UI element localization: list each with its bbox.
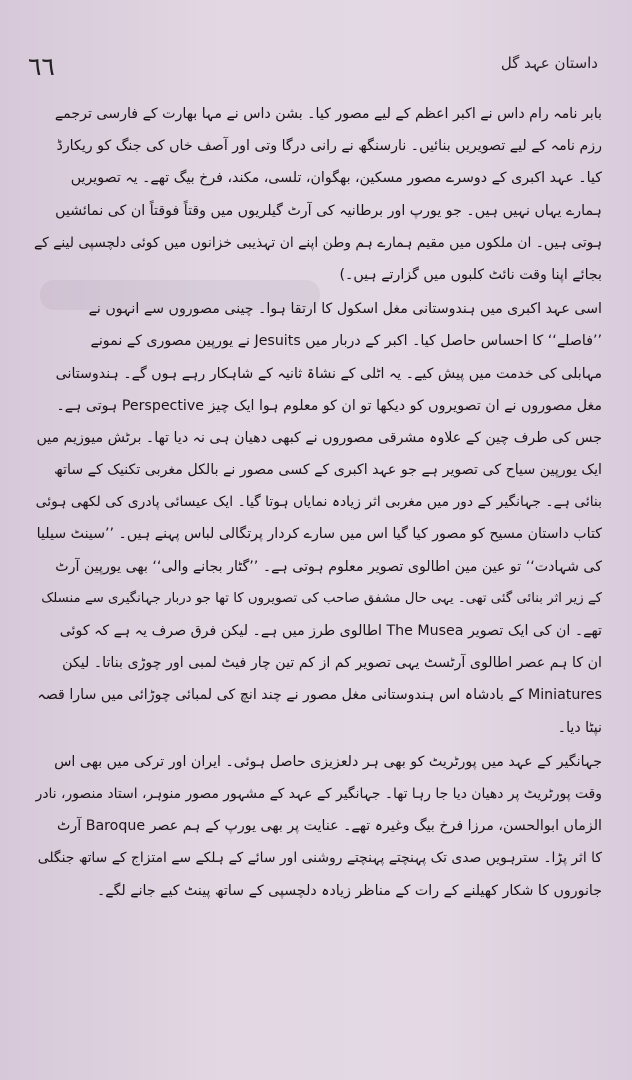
text-line: بابر نامہ رام داس نے اکبر اعظم کے لیے مصور کیا۔ بشن داس نے مہا بھارت کے فارسی ترجمے (54, 106, 602, 122)
text-line: ہوتی ہیں۔ ان ملکوں میں مقیم ہمارے ہم وطن اپنے ان تہذیبی خزانوں میں کوئی دلچسپی لینے کے (34, 234, 602, 251)
paragraph-3 (30, 746, 602, 907)
running-title: داستان عہد گل (500, 54, 598, 72)
text-line: کتاب داستان مسیح کو مصور کیا گیا اس میں سارے کردار پرتگالی لباس پہنے ہیں۔ ’’سینٹ سیلیا (36, 526, 602, 543)
text-line: Miniatures کے بادشاہ اس ہندوستانی مغل مصور نے چند انچ کی لمبائی چوڑائی میں سارا قصہ (37, 687, 602, 704)
page-header (28, 52, 598, 92)
paragraph-1 (30, 98, 602, 291)
text-line: کا اثر پڑا۔ سترہویں صدی تک پہنچتے پہنچتے روشنی اور سائے کے ہلکے سے امتزاج کے ساتھ جنگلی (37, 850, 602, 867)
text-line: اسی عہد اکبری میں ہندوستانی مغل اسکول کا ارتقا ہوا۔ چینی مصوروں سے انہوں نے (88, 301, 602, 318)
text-line: ایک یورپین سیاح کی تصویر ہے جو عہد اکبری کے کسی مصور نے بالکل مغربی تکنیک کے ساتھ (54, 462, 602, 479)
text-line: وقت پورٹریٹ پر دھیان دیا جا رہا تھا۔ جہانگیر کے عہد کے مشہور مصور منوہر، استاد منصور، نادر (35, 785, 602, 802)
text-line: کیا۔ عہد اکبری کے دوسرے مصور مسکین، بھگوان، تلسی، مکند، فرخ بیگ تھے۔ یہ تصویریں (70, 170, 602, 187)
page-number: ٦٦ (28, 52, 55, 81)
text-line: ان کا ہم عصر اطالوی آرٹسٹ یہی تصویر کم از کم تین چار فیٹ لمبی اور چوڑی بناتا۔ لیکن (62, 655, 602, 672)
text-line: بجائے اپنا وقت نائٹ کلبوں میں گزارتے ہیں۔) (339, 266, 602, 283)
paragraph-2 (30, 293, 602, 744)
text-line: ہمارے یہاں نہیں ہیں۔ جو یورپ اور برطانیہ کی آرٹ گیلریوں میں وقتاً فوقتاً ان کی نمائشیں (55, 202, 602, 219)
text-line: تھے۔ ان کی ایک تصویر The Musea اطالوی طرز میں ہے۔ لیکن فرق صرف یہ ہے کہ کوئی (59, 623, 602, 639)
text-line: مہابلی کی خدمت میں پیش کیے۔ یہ اٹلی کے نشاۃ ثانیہ کے شاہکار رہے ہوں گے۔ ہندوستانی (55, 365, 602, 382)
text-line: بنائی ہے۔ جہانگیر کے دور میں مغربی اثر زیادہ نمایاں ہوتا گیا۔ ایک عیسائی پادری کی لکھی ہوئی (35, 494, 602, 511)
text-line: کے زیر اثر بنائی گئی تھی۔ یہی حال مشفق صاحب کی تصویروں کا تھا جو دربار جہانگیری سے منسلک (41, 590, 602, 606)
text-line: ’’فاصلے‘‘ کا احساس حاصل کیا۔ اکبر کے دربار میں Jesuits نے یورپین مصوری کے نمونے (90, 333, 602, 350)
text-line: جہانگیر کے عہد میں پورٹریٹ کو بھی ہر دلعزیزی حاصل ہوئی۔ ایران اور ترکی میں بھی اس (54, 753, 602, 770)
text-line: رزم نامہ کے لیے تصویریں بنائیں۔ نارسنگھ نے رانی درگا وتی اور آصف خاں کی جنگ کو ریکارڈ (56, 138, 602, 155)
text-line: کی شہادت‘‘ تو عین مین اطالوی تصویر معلوم ہوتی ہے۔ ’’گٹار بجانے والی‘‘ بھی یورپین آرٹ (55, 558, 602, 575)
text-line: نپٹا دیا۔ (557, 719, 602, 736)
body-text (30, 98, 602, 907)
text-line: الزماں ابوالحسن، مرزا فرخ بیگ وغیرہ تھے۔ عنایت پر بھی یورپ کے ہم عصر Baroque آرٹ (57, 818, 602, 835)
text-line: مغل مصوروں نے ان تصویروں کو دیکھا تو ان کو معلوم ہوا ایک چیز Perspective ہوتی ہے۔ (56, 397, 602, 414)
text-line: جانوروں کا شکار کھیلنے کے رات کے مناظر زیادہ دلچسپی کے ساتھ پینٹ کیے جانے لگے۔ (96, 882, 602, 899)
text-line: جس کی طرف چین کے علاوہ مشرقی مصوروں نے کبھی دھیان ہی نہ دیا تھا۔ برٹش میوزیم میں (36, 429, 602, 446)
